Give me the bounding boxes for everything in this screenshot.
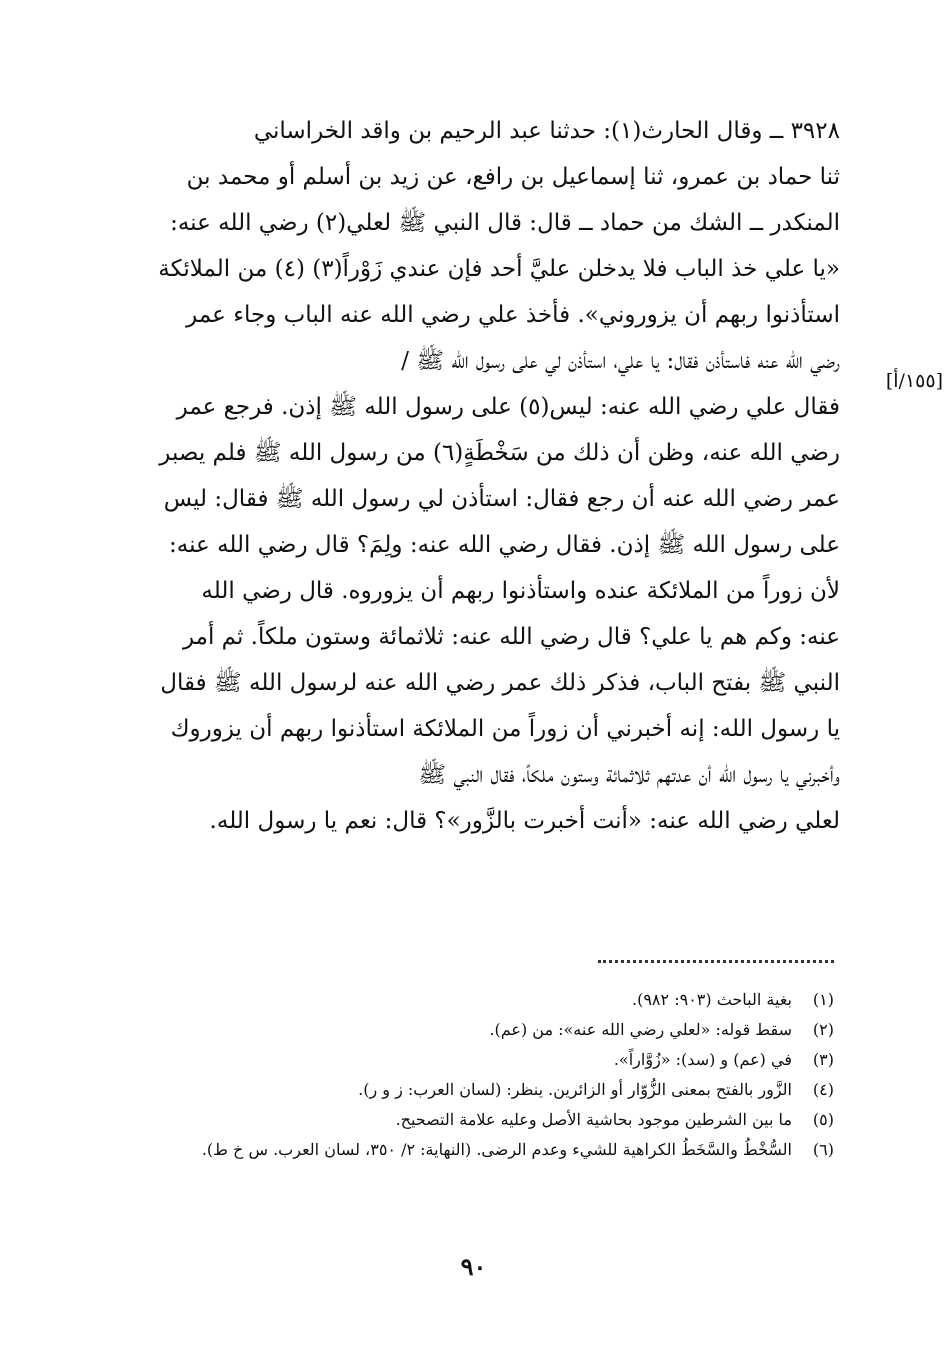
footnote-number: (٢) xyxy=(812,1020,834,1039)
text-line: ثنا حماد بن عمرو، ثنا إسماعيل بن رافع، عن زيد بن أسلم أو محمد بن xyxy=(186,164,840,190)
footnote-number: (١) xyxy=(812,990,834,1009)
footnote-number: (٥) xyxy=(812,1110,834,1129)
text-line: استأذنوا ربهم أن يزوروني». فأخذ علي رضي الله عنه الباب وجاء عمر xyxy=(186,302,840,328)
footnote-number: (٣) xyxy=(812,1050,834,1069)
footnote-item xyxy=(100,1015,834,1045)
text-line: ٣٩٢٨ ــ وقال الحارث(١): حدثنا عبد الرحيم بن واقد الخراساني xyxy=(253,118,840,144)
text-line: رضي الله عنه فاستأذن فقال: يا علي، استأذن لي على رسول الله ﷺ / xyxy=(401,348,840,374)
footnote-text: سقط قوله: «لعلي رضي الله عنه»: من (عم). xyxy=(489,1020,792,1039)
footnote-text: السُّخْطُ والسَّخَطُ الكراهية للشيء وعدم الرضى. (النهاية: ٢/ ٣٥٠، لسان العرب. س خ ط). xyxy=(201,1140,792,1159)
text-line: على رسول الله ﷺ إذن. فقال رضي الله عنه: ولِمَ؟ قال رضي الله عنه: xyxy=(169,532,840,558)
footnote-text: الزَّور بالفتح بمعنى الزُّوّار أو الزائرين. ينظر: (لسان العرب: ز و ر). xyxy=(358,1080,792,1099)
footnote-separator xyxy=(598,960,834,963)
footnote-number: (٦) xyxy=(812,1140,834,1159)
text-line: لعلي رضي الله عنه: «أنت أخبرت بالزَّور»؟ قال: نعم يا رسول الله. xyxy=(209,808,840,834)
manuscript-folio-ref: [١٥٥/أ] xyxy=(885,370,943,392)
footnote-text: بغية الباحث (٩٠٣: ٩٨٢). xyxy=(632,990,792,1009)
footnote-item xyxy=(100,1135,834,1165)
footnote-item xyxy=(100,1105,834,1135)
footnote-text: في (عم) و (سد): «زُوَّاراً». xyxy=(613,1050,792,1069)
footnote-item xyxy=(100,985,834,1015)
text-line: «يا علي خذ الباب فلا يدخلن عليَّ أحد فإن عندي زَوْراً(٣) (٤) من الملائكة xyxy=(158,256,840,282)
text-line: المنكدر ــ الشك من حماد ــ قال: قال النبي ﷺ لعلي(٢) رضي الله عنه: xyxy=(170,210,840,236)
hadith-text xyxy=(100,108,840,844)
footnote-number: (٤) xyxy=(812,1080,834,1099)
text-line: عنه: وكم هم يا علي؟ قال رضي الله عنه: ثلاثمائة وستون ملكاً. ثم أمر xyxy=(182,624,840,650)
footnotes xyxy=(100,985,834,1165)
text-line: رضي الله عنه، وظن أن ذلك من سَخْطَةٍ(٦) من رسول الله ﷺ فلم يصبر xyxy=(159,440,840,466)
text-line: فقال علي رضي الله عنه: ليس(٥) على رسول الله ﷺ إذن. فرجع عمر xyxy=(176,394,840,420)
text-line: وأخبرني يا رسول الله أن عدتهم ثلاثمائة وستون ملكاً، فقال النبي ﷺ xyxy=(418,762,840,788)
text-line: النبي ﷺ بفتح الباب، فذكر ذلك عمر رضي الله عنه لرسول الله ﷺ فقال xyxy=(160,670,840,696)
footnote-item xyxy=(100,1045,834,1075)
page-number: ٩٠ xyxy=(460,1252,487,1281)
footnote-text: ما بين الشرطين موجود بحاشية الأصل وعليه علامة التصحيح. xyxy=(395,1110,792,1129)
text-line: عمر رضي الله عنه أن رجع فقال: استأذن لي رسول الله ﷺ فقال: ليس xyxy=(163,486,840,512)
text-line: يا رسول الله: إنه أخبرني أن زوراً من الملائكة استأذنوا ربهم أن يزوروك xyxy=(170,716,840,742)
footnote-item xyxy=(100,1075,834,1105)
text-line: لأن زوراً من الملائكة عنده واستأذنوا ربهم أن يزوروه. قال رضي الله xyxy=(201,578,840,604)
